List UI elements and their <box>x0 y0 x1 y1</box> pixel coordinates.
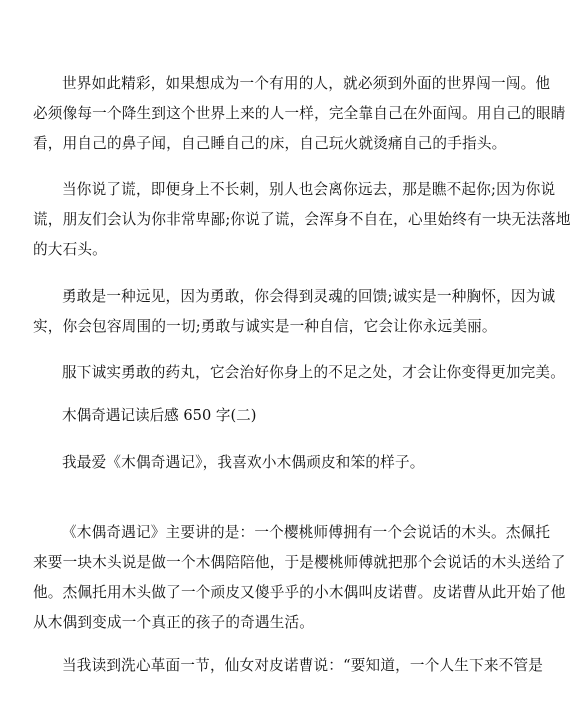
paragraph-6-line-3: 他。杰佩托用木头做了一个顽皮又傻乎乎的小木偶叫皮诺曹。皮诺曹从此开始了他 <box>33 584 566 601</box>
paragraph-2-line-1: 当你说了谎，即便身上不长刺，别人也会离你远去，那是瞧不起你;因为你说 <box>62 181 556 198</box>
paragraph-6-line-4: 从木偶到变成一个真正的孩子的奇遇生活。 <box>33 614 315 631</box>
paragraph-1-line-3: 看，用自己的鼻子闻，自己睡自己的床，自己玩火就烫痛自己的手指头。 <box>33 135 507 152</box>
paragraph-4-line-1: 服下诚实勇敢的药丸，它会治好你身上的不足之处，才会让你变得更加完美。 <box>62 364 565 381</box>
paragraph-2-line-3: 的大石头。 <box>33 241 107 258</box>
paragraph-7-line-1: 当我读到洗心革面一节，仙女对皮诺曹说：“要知道，一个人生下来不管是 <box>62 657 544 674</box>
section-heading: 木偶奇遇记读后感 650 字(二) <box>62 407 257 424</box>
paragraph-6-line-1: 《木偶奇遇记》主要讲的是：一个樱桃师傅拥有一个会说话的木头。杰佩托 <box>62 524 551 541</box>
paragraph-1-line-2: 必须像每一个降生到这个世界上来的人一样，完全靠自己在外面闯。用自己的眼睛 <box>33 105 566 122</box>
paragraph-5-line-1: 我最爱《木偶奇遇记》，我喜欢小木偶顽皮和笨的样子。 <box>62 454 425 471</box>
paragraph-6-line-2: 来要一块木头说是做一个木偶陪陪他，于是樱桃师傅就把那个会说话的木头送给了 <box>33 554 566 571</box>
paragraph-3-line-2: 实，你会包容周围的一切;勇敢与诚实是一种自信，它会让你永远美丽。 <box>33 318 497 335</box>
paragraph-1-line-1: 世界如此精彩，如果想成为一个有用的人，就必须到外面的世界闯一闯。他 <box>62 75 551 92</box>
paragraph-2-line-2: 谎，朋友们会认为你非常卑鄙;你说了谎，会浑身不自在，心里始终有一块无法落地 <box>33 211 571 228</box>
paragraph-3-line-1: 勇敢是一种远见，因为勇敢，你会得到灵魂的回馈;诚实是一种胸怀，因为诚 <box>62 288 556 305</box>
